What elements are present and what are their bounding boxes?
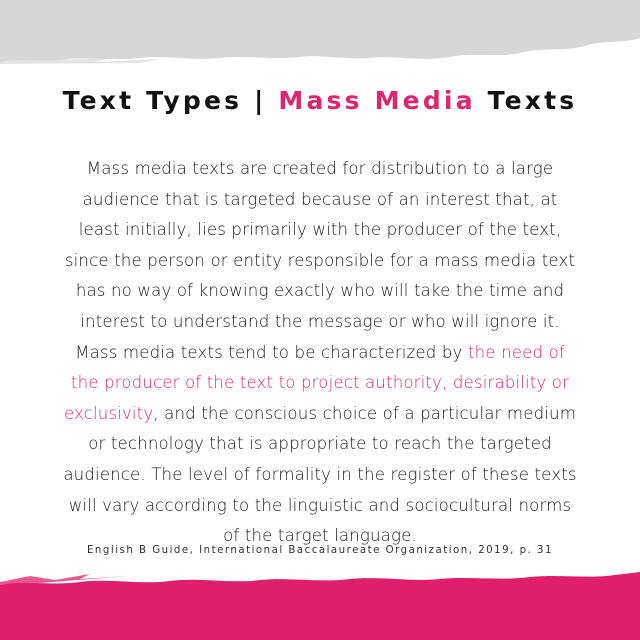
body-line <box>20 215 620 246</box>
body-line <box>20 246 620 277</box>
top-brush-band <box>0 0 640 62</box>
title-prefix: Text Types | <box>62 86 279 115</box>
body-line <box>20 338 620 369</box>
body-text-segment: will vary according to the linguistic and sociocultural norms <box>68 495 572 515</box>
highlight-phrase: the producer of the text to project authority, desirability or <box>70 373 570 393</box>
body-text-segment: Mass media texts tend to be characterized by <box>75 342 468 362</box>
title-suffix: Texts <box>475 86 578 115</box>
body-line <box>20 460 620 491</box>
body-text-segment: least initially, lies primarily with the producer of the text, <box>78 220 562 240</box>
citation: English B Guide, International Baccalaureate Organization, 2019, p. 31 <box>87 545 553 556</box>
body-line <box>20 429 620 460</box>
body-line <box>20 368 620 399</box>
body-text-segment: interest to understand the message or who will ignore it. <box>80 311 560 331</box>
body-text-segment: audience. The level of formality in the register of these texts <box>63 464 577 484</box>
highlight-phrase: the need of <box>467 342 565 362</box>
bottom-brush-band <box>0 572 640 640</box>
body-text-segment: has no way of knowing exactly who will take the time and <box>75 281 565 301</box>
body-text-segment: Mass media texts are created for distribution to a large <box>86 159 554 178</box>
body-line <box>20 491 620 522</box>
body-line <box>20 154 620 185</box>
body-line <box>20 185 620 216</box>
definition-paragraph <box>20 154 620 552</box>
page-title <box>0 86 640 115</box>
body-text-segment: since the person or entity responsible for a mass media text <box>64 250 576 270</box>
body-line <box>20 276 620 307</box>
body-text-segment: or technology that is appropriate to reach the targeted <box>88 434 552 454</box>
body-line <box>20 307 620 338</box>
body-text-segment: of the target language. <box>223 526 417 546</box>
body-text-segment: , and the conscious choice of a particular medium <box>153 403 577 423</box>
body-line <box>20 399 620 430</box>
body-text-segment: audience that is targeted because of an interest that, at <box>82 189 558 209</box>
highlight-phrase: exclusivity <box>63 403 154 423</box>
title-accent: Mass Media <box>278 86 476 115</box>
